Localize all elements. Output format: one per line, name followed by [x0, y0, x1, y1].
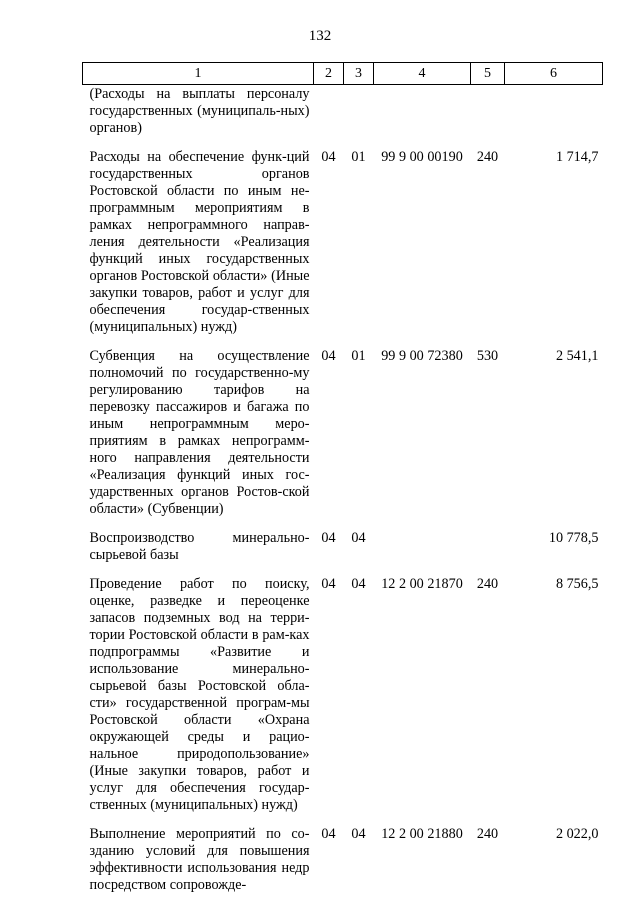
table-row — [83, 826, 603, 906]
row-subsection — [344, 85, 374, 150]
row-amount: 2 022,0 — [555, 826, 599, 842]
row-description: Выполнение мероприятий по со-зданию условий для повышения эффективности использования недр посредством сопровожде- — [89, 826, 310, 893]
table-row — [83, 530, 603, 576]
header-col-5: 5 — [471, 63, 505, 85]
table-row — [83, 149, 603, 348]
row-expense-type: 240 — [476, 149, 499, 165]
row-section: 04 — [321, 576, 336, 592]
table-row — [83, 348, 603, 530]
header-col-6: 6 — [505, 63, 603, 85]
page-number: 132 — [308, 28, 332, 44]
row-amount: 10 778,5 — [548, 530, 599, 546]
header-col-2: 2 — [314, 63, 344, 85]
row-target-article: 99 9 00 72380 — [381, 348, 463, 364]
budget-table — [82, 62, 603, 906]
row-section: 04 — [321, 826, 336, 842]
row-target-article: 99 9 00 00190 — [381, 149, 463, 165]
row-description: Расходы на обеспечение функ-ций государственных органов Ростовской области по иным не-программным мероприятиям в рамках непрограммного направ-ления деятельности «Реализация функций иных государственных органов Ростовской области» (Иные закупки товаров, работ и услуг для обеспечения государ-ственных (муниципальных) нужд) — [89, 149, 310, 335]
table-row — [83, 576, 603, 826]
row-target-article: 12 2 00 21870 — [381, 576, 463, 592]
row-description: Проведение работ по поиску, оценке, разведке и переоценке запасов подземных вод на терри-тории Ростовской области в рам-ках подпрограммы «Развитие и использование минерально-сырьевой базы Ростовской обла-сти» государственной програм-мы Ростовской области «Охрана окружающей среды и рацио-нальное природопользование» (Иные закупки товаров, работ и услуг для обеспечения государ-ственных (муниципальных) нужд) — [89, 576, 310, 813]
row-section: 04 — [321, 149, 336, 165]
row-description: Воспроизводство минерально-сырьевой базы — [89, 530, 310, 563]
row-amount — [505, 85, 603, 150]
header-col-1: 1 — [83, 63, 314, 85]
row-expense-type — [471, 530, 505, 576]
row-expense-type: 530 — [476, 348, 499, 364]
row-target-article: 12 2 00 21880 — [381, 826, 463, 842]
row-amount: 2 541,1 — [555, 348, 599, 364]
row-subsection: 04 — [351, 576, 366, 592]
row-amount: 1 714,7 — [555, 149, 599, 165]
row-expense-type: 240 — [476, 826, 499, 842]
row-expense-type — [471, 85, 505, 150]
row-amount: 8 756,5 — [555, 576, 599, 592]
table-row — [83, 85, 603, 150]
header-col-3: 3 — [344, 63, 374, 85]
row-subsection: 01 — [351, 348, 366, 364]
row-expense-type: 240 — [476, 576, 499, 592]
row-target-article — [374, 530, 471, 576]
row-section: 04 — [321, 348, 336, 364]
table-header — [83, 63, 603, 85]
row-section: 04 — [321, 530, 336, 546]
row-description: Субвенция на осуществление полномочий по государственно-му регулированию тарифов на перевозку пассажиров и багажа по иным непрограммным меро-приятиям в рамках непрограмм-ного направления деятельности «Реализация функций иных гос-ударственных органов Ростов-ской области» (Субвенции) — [89, 348, 310, 517]
row-target-article — [374, 85, 471, 150]
row-subsection: 04 — [351, 530, 366, 546]
row-subsection: 01 — [351, 149, 366, 165]
row-subsection: 04 — [351, 826, 366, 842]
header-col-4: 4 — [374, 63, 471, 85]
row-section — [314, 85, 344, 150]
row-description: (Расходы на выплаты персоналу государственных (муниципаль-ных) органов) — [89, 86, 310, 136]
